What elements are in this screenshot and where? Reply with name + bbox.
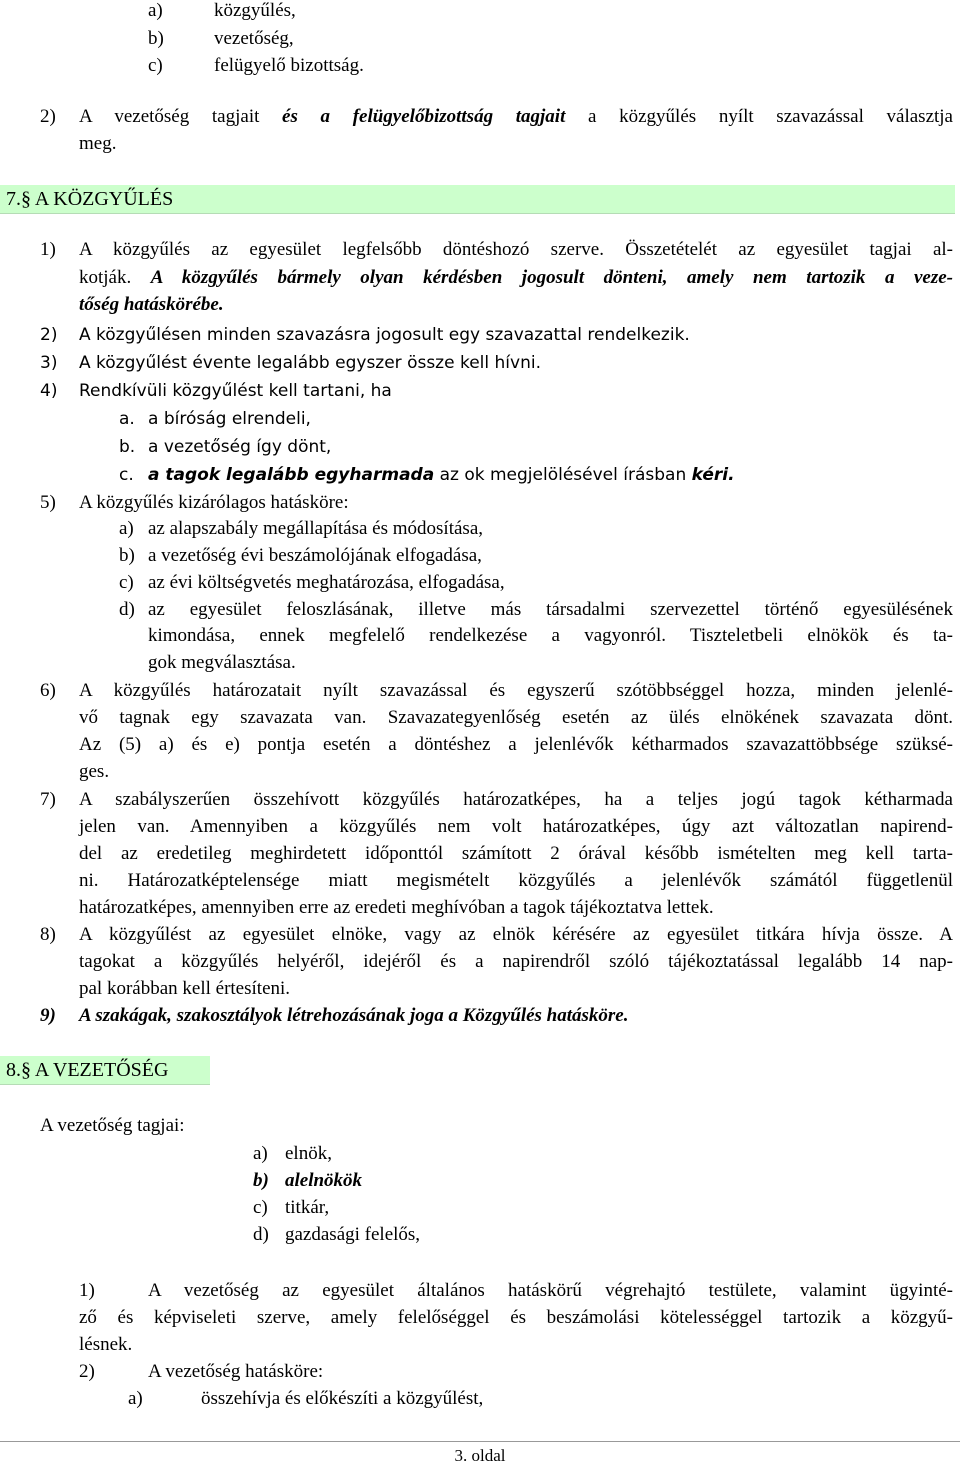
paragraph-line: del az eredetileg meghirdetett időponttól számított 2 órával később ismételten meg kell tarta- xyxy=(79,843,953,864)
paragraph-number: 2) xyxy=(40,325,58,345)
paragraph-line: ző és képviseleti szerve, amely felelőséggel és beszámolási kötelességgel tartozik a közgyű- xyxy=(79,1307,953,1328)
paragraph-number: 1) xyxy=(40,239,56,260)
paragraph-line: A közgyűlés az egyesület legfelsőbb döntéshozó szerve. Összetételét az egyesület tagjai al- xyxy=(79,239,953,260)
list-item-text: a vezetőség így dönt, xyxy=(148,437,332,457)
list-label: a) xyxy=(119,518,134,539)
emphasis-text: és a felügyelőbizottság tagjait xyxy=(282,106,566,127)
paragraph-number: 3) xyxy=(40,353,58,373)
paragraph-line: A közgyűlést az egyesület elnöke, vagy az elnök kérésére az egyesület titkára hívja össze. A xyxy=(79,924,953,945)
list-item-text: gazdasági felelős, xyxy=(285,1224,421,1245)
paragraph-line: határozatképes, amennyiben erre az eredeti meghívóban a tagok tájékoztatva lettek. xyxy=(79,897,714,918)
section-heading-8 xyxy=(0,1056,210,1085)
paragraph-number: 5) xyxy=(40,492,56,513)
paragraph-line: A szakágak, szakosztályok létrehozásának joga a Közgyűlés hatásköre. xyxy=(79,1005,629,1026)
paragraph-line: tagokat a közgyűlés helyéről, idejéről és a napirendről szóló tájékoztatással legalább 14 nap- xyxy=(79,951,953,972)
footer-divider xyxy=(0,1441,960,1442)
paragraph-line: ges. xyxy=(79,761,110,782)
members-intro: A vezetőség tagjai: xyxy=(40,1115,185,1136)
list-label: a) xyxy=(128,1388,143,1409)
paragraph-number: 4) xyxy=(40,381,58,401)
text: kotják. xyxy=(79,267,151,288)
paragraph-line xyxy=(79,104,953,130)
section-title: A VEZETŐSÉG xyxy=(34,1059,169,1081)
paragraph-line: vő tagnak egy szavazata van. Szavazategyenlőség esetén az ülés elnökének szavazata dönt. xyxy=(79,707,953,728)
list-item-text: elnök, xyxy=(285,1143,332,1164)
text: az ok megjelölésével írásban xyxy=(434,465,692,485)
list-item-text xyxy=(148,462,735,488)
paragraph-line: A közgyűlés kizárólagos hatásköre: xyxy=(79,492,349,513)
paragraph-line: A vezetőség az egyesület általános hatáskörű végrehajtó testülete, valamint ügyinté- xyxy=(148,1280,953,1301)
paragraph-number: 1) xyxy=(79,1280,95,1301)
paragraph-line: Rendkívüli közgyűlést kell tartani, ha xyxy=(79,381,392,401)
list-item xyxy=(148,0,163,24)
list-item-text: titkár, xyxy=(285,1197,330,1218)
list-item-text: kimondása, ennek megfelelő rendelkezése a vagyonról. Tiszteletbeli elnökök és ta- xyxy=(148,625,953,646)
list-item-text: az alapszabály megállapítása és módosítása, xyxy=(148,518,484,539)
page-number: 3. oldal xyxy=(454,1446,506,1465)
list-label: b) xyxy=(119,545,135,566)
list-label: c) xyxy=(119,572,134,593)
paragraph-symbol: § xyxy=(21,1059,31,1081)
list-label: d) xyxy=(119,599,135,620)
paragraph-number: 9) xyxy=(40,1005,56,1026)
list-label: b. xyxy=(119,437,136,457)
section-number: 7. xyxy=(6,188,21,210)
paragraph-line: A közgyűlés határozatait nyílt szavazással és egyszerű szótöbbséggel hozza, minden jelenlé- xyxy=(79,680,953,701)
paragraph-line: tőség hatáskörébe. xyxy=(79,294,224,315)
paragraph-line: ni. Határozatképtelensége miatt megismételt közgyűlés a jelenlévők számától függetlenül xyxy=(79,870,953,891)
text: a közgyűlés nyílt szavazással választja xyxy=(565,106,953,127)
paragraph-line: lésnek. xyxy=(79,1334,133,1355)
section-title: A KÖZGYŰLÉS xyxy=(34,188,174,210)
list-label: c) xyxy=(148,55,163,76)
list-label: a) xyxy=(148,0,163,21)
list-label: b) xyxy=(148,28,164,49)
paragraph-number: 6) xyxy=(40,680,56,701)
paragraph-line: meg. xyxy=(79,133,117,154)
paragraph-number: 7) xyxy=(40,789,56,810)
paragraph-number: 2) xyxy=(40,106,56,127)
paragraph-line: A közgyűlést évente legalább egyszer össze kell hívni. xyxy=(79,353,541,373)
list-item-text: az évi költségvetés meghatározása, elfogadása, xyxy=(148,572,505,593)
list-label: c) xyxy=(253,1197,268,1218)
list-item-text: közgyűlés, xyxy=(214,0,296,21)
list-item-text: alelnökök xyxy=(285,1170,363,1191)
paragraph-symbol: § xyxy=(21,188,31,210)
section-heading-7 xyxy=(0,185,955,214)
paragraph-line: A szabályszerűen összehívott közgyűlés határozatképes, ha a teljes jogú tagok kétharmada xyxy=(79,789,953,810)
list-item-text: vezetőség, xyxy=(214,28,294,49)
list-item-text: felügyelő bizottság. xyxy=(214,55,364,76)
list-label: a. xyxy=(119,409,135,429)
paragraph-line: A közgyűlésen minden szavazásra jogosult egy szavazattal rendelkezik. xyxy=(79,325,690,345)
list-label: b) xyxy=(253,1170,269,1191)
emphasis-text: a tagok legalább egyharmada xyxy=(148,465,435,485)
list-item-text: a vezetőség évi beszámolójának elfogadása, xyxy=(148,545,482,566)
paragraph-line xyxy=(79,265,953,291)
section-number: 8. xyxy=(6,1059,21,1081)
list-item-text: a bíróság elrendeli, xyxy=(148,409,311,429)
list-item-text: összehívja és előkészíti a közgyűlést, xyxy=(201,1388,484,1409)
list-label: d) xyxy=(253,1224,269,1245)
list-label: c. xyxy=(119,465,134,485)
paragraph-line: jelen van. Amennyiben a közgyűlés nem volt határozatképes, úgy azt változatlan napirend- xyxy=(79,816,953,837)
paragraph-number: 8) xyxy=(40,924,56,945)
list-label: a) xyxy=(253,1143,268,1164)
paragraph-line: A vezetőség hatásköre: xyxy=(148,1361,324,1382)
text: A vezetőség tagjait xyxy=(79,106,283,127)
paragraph-number: 2) xyxy=(79,1361,95,1382)
paragraph-line: Az (5) a) és e) pontja esetén a döntéshez a jelenlévők kétharmados szavazattöbbsége szüksé- xyxy=(79,734,953,755)
emphasis-text: kéri. xyxy=(691,465,735,485)
paragraph-line: pal korábban kell értesíteni. xyxy=(79,978,291,999)
list-item-text: gok megválasztása. xyxy=(148,652,296,673)
list-item-text: az egyesület feloszlásának, illetve más társadalmi szervezettel történő egyesülésének xyxy=(148,599,953,620)
emphasis-text: A közgyűlés bármely olyan kérdésben jogosult dönteni, amely nem tartozik a veze- xyxy=(150,267,953,288)
